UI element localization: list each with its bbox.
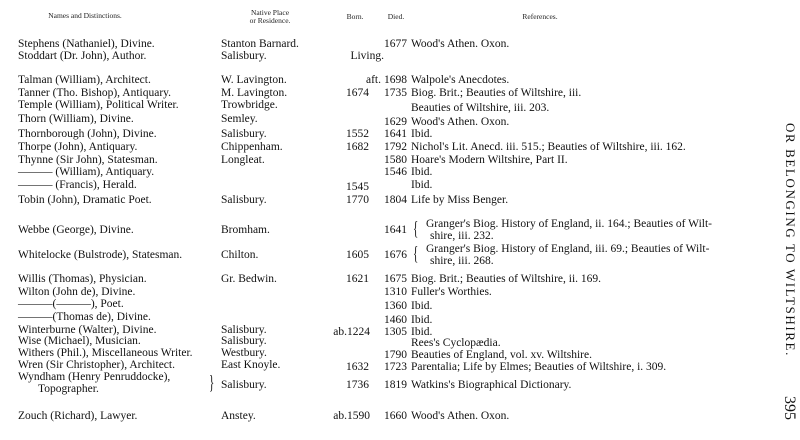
entry-died: 1360 [384,300,407,312]
entry-place: East Knoyle. [221,359,281,371]
entry-place: Salisbury. [221,379,267,391]
entry-reference: Hoare's Modern Wiltshire, Part II. [411,154,568,166]
entry-place: Trowbridge. [221,99,278,111]
entry-name: Wyndham (Henry Penruddocke), [18,371,171,383]
entry-died: 1546 [384,166,407,178]
header-place-line1: Native Place [250,8,290,17]
entry-name: Wilton (John de), Divine. [18,286,136,298]
entry-reference: Wood's Athen. Oxon. [411,38,510,50]
entry-born: ab.1224 [333,326,370,338]
entry-place: M. Lavington. [221,87,288,99]
entry-name: ———(Thomas de), Divine. [18,311,151,323]
brace-symbol: { [413,243,419,265]
entry-died: 1677 [384,38,407,50]
entry-died: 1580 [384,154,407,166]
entry-place: Bromham. [221,224,270,236]
entry-name: ——— (William), Antiquary. [18,166,155,178]
header-died: Died. [387,12,405,21]
entry-died: 1660 [384,410,407,422]
entry-name: Wise (Michael), Musician. [18,335,141,347]
entry-reference: Ibid. [411,179,433,191]
entry-name: Winterburne (Walter), Divine. [18,324,157,336]
entry-reference: Beauties of England, vol. xv. Wiltshire. [411,349,592,361]
entry-place: W. Lavington. [221,74,287,86]
entry-died: 1310 [384,286,407,298]
entry-born: 1632 [346,361,369,373]
entry-reference: Ibid. [411,326,433,338]
brace-symbol: } [209,372,215,394]
entry-name: ———(———), Poet. [18,298,124,310]
entry-born: 1552 [346,128,369,140]
entry-born: 1674 [346,87,369,99]
entry-name: Temple (William), Political Writer. [18,99,179,111]
entry-place: Chilton. [221,249,259,261]
entry-reference: Walpole's Anecdotes. [411,74,510,86]
entry-died: 1792 [384,141,407,153]
entry-died: 1790 [384,349,407,361]
entry-reference-continued: shire, iii. 268. [430,255,494,267]
entry-place: Salisbury. [221,194,267,206]
header-references: References. [522,12,558,21]
entry-name: Zouch (Richard), Lawyer. [18,410,138,422]
entry-died: 1460 [384,314,407,326]
entry-name: Talman (William), Architect. [18,74,151,86]
entry-name: Webbe (George), Divine. [18,224,134,236]
right-margin [764,0,798,440]
table-row [0,243,760,269]
entry-place: Salisbury. [221,50,267,62]
entry-reference: Ibid. [411,166,433,178]
entry-died: 1723 [384,361,407,373]
entry-place: Stanton Barnard. [221,38,299,50]
entry-reference: Biog. Brit.; Beauties of Wiltshire, iii. [411,87,582,99]
entry-born: 1682 [346,141,369,153]
entry-reference: Parentalia; Life by Elmes; Beauties of Wiltshire, i. 309. [411,361,667,373]
entry-name: Stoddart (Dr. John), Author. [18,50,147,62]
table-row [0,218,760,244]
entry-reference: Ibid. [411,314,433,326]
entry-place: Semley. [221,113,258,125]
entry-died: 1641 [384,128,407,140]
page-number: 395 [781,396,798,420]
entry-place: Anstey. [221,410,256,422]
header-place-line2: or Residence. [249,16,291,25]
entry-name: Wren (Sir Christopher), Architect. [18,359,175,371]
entry-died: 1698 [384,74,407,86]
entry-died: 1305 [384,326,407,338]
running-title: OR BELONGING TO WILTSHIRE. [783,123,798,357]
entry-reference: Ibid. [411,300,433,312]
entry-place: Salisbury. [221,324,267,336]
entry-died: 1641 [384,224,407,236]
header-names: Names and Distinctions. [48,11,122,20]
entry-died: 1675 [384,273,407,285]
entry-reference: Wood's Athen. Oxon. [411,410,510,422]
entry-name: Thynne (Sir John), Statesman. [18,154,158,166]
entry-name: Thorn (William), Divine. [18,113,134,125]
entry-died: 1676 [384,249,407,261]
entry-place: Salisbury. [221,128,267,140]
entry-born: aft. [365,74,381,86]
header-place [235,9,305,25]
entry-name: Thornborough (John), Divine. [18,128,157,140]
entry-died: 1804 [384,194,407,206]
header-born: Born. [346,12,364,21]
entry-name: ——— (Francis), Herald. [18,179,137,191]
table-row [0,371,760,397]
entry-place: Westbury. [221,347,267,359]
entry-born: ab.1590 [333,410,370,422]
entry-reference: Watkins's Biographical Dictionary. [411,379,572,391]
entry-reference: Beauties of Wiltshire, iii. 203. [411,102,550,114]
entry-name: Thorpe (John), Antiquary. [18,141,138,153]
entry-reference: Nichol's Lit. Anecd. iii. 515.; Beauties of Wiltshire, iii. 162. [411,141,686,153]
entry-died: 1819 [384,379,407,391]
entry-reference: Rees's Cyclopædia. [411,337,501,349]
entry-name: Tobin (John), Dramatic Poet. [18,194,152,206]
entry-reference: Life by Miss Benger. [411,194,509,206]
entry-born: 1736 [346,379,369,391]
entry-born: 1605 [346,249,369,261]
entry-born: Living. [350,50,384,62]
entry-born: 1545 [346,181,369,193]
entry-place: Gr. Bedwin. [221,273,277,285]
entry-name: Tanner (Tho. Bishop), Antiquary. [18,87,172,99]
entry-reference-continued: shire, iii. 232. [430,230,494,242]
entry-place: Salisbury. [221,335,267,347]
entry-reference: Ibid. [411,128,433,140]
entry-died: 1735 [384,87,407,99]
entry-place: Longleat. [221,154,265,166]
entry-name-continued: Topographer. [38,383,99,395]
entry-place: Chippenham. [221,141,283,153]
entry-born: 1621 [346,273,369,285]
entry-name: Whitelocke (Bulstrode), Statesman. [18,249,183,261]
entry-reference: Biog. Brit.; Beauties of Wiltshire, ii. 169. [411,273,602,285]
entry-reference: Granger's Biog. History of England, ii. 164.; Beauties of Wilt- [426,218,712,230]
entry-died: 1629 [384,116,407,128]
entry-reference: Granger's Biog. History of England, iii. 69.; Beauties of Wilt- [426,243,710,255]
entry-name: Willis (Thomas), Physician. [18,273,147,285]
entry-name: Withers (Phil.), Miscellaneous Writer. [18,347,193,359]
entry-name: Stephens (Nathaniel), Divine. [18,38,155,50]
brace-symbol: { [413,218,419,240]
entry-born: 1770 [346,194,369,206]
entry-reference: Fuller's Worthies. [411,286,492,298]
entry-reference: Wood's Athen. Oxon. [411,116,510,128]
